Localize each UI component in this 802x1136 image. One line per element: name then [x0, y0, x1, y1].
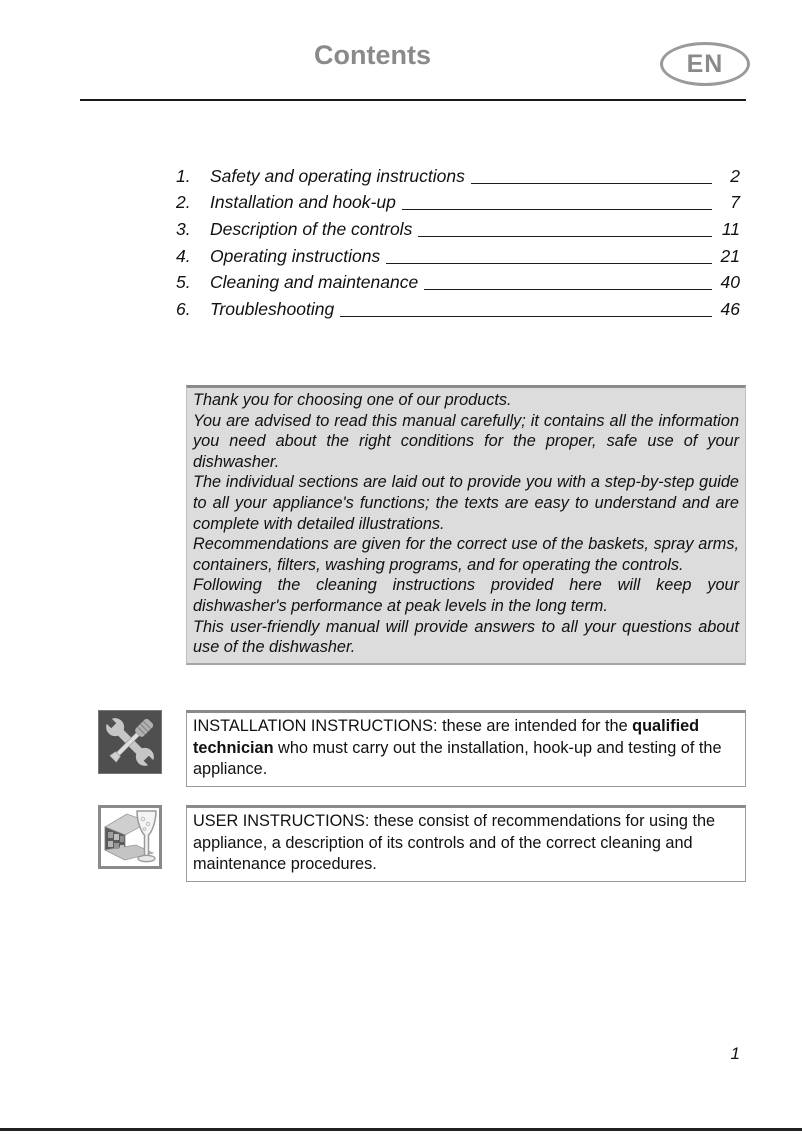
intro-paragraph: Thank you for choosing one of our products. [193, 391, 512, 409]
page-title: Contents [314, 40, 431, 70]
toc-leader-line [402, 209, 712, 210]
footer-divider [0, 1128, 802, 1131]
dishwasher-glass-icon [98, 805, 162, 869]
installation-note [186, 710, 746, 787]
intro-box [186, 385, 746, 665]
toc-leader-line [340, 316, 712, 317]
toc-item-page: 46 [720, 299, 740, 320]
toc-leader-line [386, 263, 712, 264]
page-number: 1 [730, 1044, 740, 1063]
header-divider [80, 99, 746, 101]
installation-note-text [193, 716, 739, 781]
toc-item-number: 4. [176, 245, 191, 266]
toc-item-page: 40 [720, 272, 740, 293]
intro-paragraph: Recommendations are given for the correct use of the baskets, spray arms, containers, filters, washing programs, and for operating the controls. [193, 535, 739, 574]
toc-leader-line [471, 183, 712, 184]
toc-row-troubleshooting[interactable] [176, 293, 740, 320]
toc-row-installation[interactable] [176, 187, 740, 214]
user-note-text: USER INSTRUCTIONS: these consist of recommendations for using the appliance, a description of its controls and of the correct cleaning and maintenance procedures. [193, 812, 716, 874]
toc-item-label: Troubleshooting [210, 299, 335, 320]
toc-item-label: Operating instructions [210, 245, 381, 266]
toc-item-label: Description of the controls [210, 219, 413, 240]
intro-paragraph: This user-friendly manual will provide answers to all your questions about use of the dishwasher. [193, 617, 739, 657]
toc-item-number: 5. [176, 272, 191, 293]
intro-paragraph: Following the cleaning instructions provided here will keep your dishwasher's performance at peak levels in the long term. [193, 576, 739, 615]
toc-item-page: 11 [721, 219, 740, 240]
toc-leader-line [418, 236, 712, 237]
toc-row-cleaning[interactable] [176, 267, 740, 294]
toc-item-page: 2 [730, 165, 740, 186]
toc-item-number: 3. [176, 219, 191, 240]
intro-paragraph: The individual sections are laid out to provide you with a step-by-step guide to all your appliance's functions; the texts are easy to understand and are complete with detailed illustrations. [193, 473, 739, 533]
toc-item-number: 1. [176, 165, 191, 186]
user-note [186, 805, 746, 882]
tools-icon [98, 710, 162, 774]
language-badge [660, 42, 750, 86]
table-of-contents [176, 160, 740, 320]
installation-note-bold: qualified technician [193, 717, 700, 757]
toc-leader-line [424, 289, 712, 290]
toc-item-label: Installation and hook-up [210, 192, 396, 213]
toc-item-page: 7 [730, 192, 740, 213]
language-badge-label: EN [686, 49, 724, 78]
toc-row-operating[interactable] [176, 240, 740, 267]
toc-row-safety[interactable] [176, 160, 740, 187]
toc-row-controls[interactable] [176, 213, 740, 240]
installation-note-prefix: INSTALLATION INSTRUCTIONS: these are intended for the [193, 717, 633, 735]
toc-item-label: Cleaning and maintenance [210, 272, 419, 293]
toc-item-page: 21 [720, 245, 740, 266]
installation-note-suffix: who must carry out the installation, hook-up and testing of the appliance. [193, 738, 722, 779]
intro-paragraph: You are advised to read this manual carefully; it contains all the information you need about the right conditions for the proper, safe use of your dishwasher. [193, 411, 739, 471]
toc-item-number: 6. [176, 299, 191, 320]
toc-item-label: Safety and operating instructions [210, 165, 465, 186]
toc-item-number: 2. [176, 192, 191, 213]
